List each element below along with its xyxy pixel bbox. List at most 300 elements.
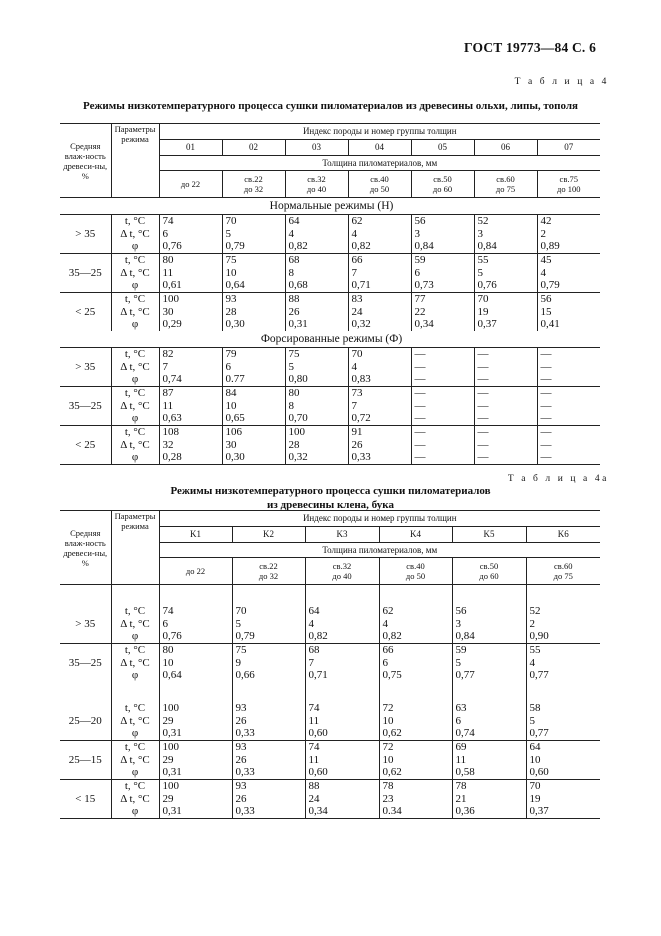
value-cell: [305, 702, 379, 741]
value-cell: [285, 254, 348, 293]
value-line: —: [477, 412, 489, 424]
param-line: Δ t, °C: [120, 792, 150, 805]
value-line: 4: [308, 617, 314, 630]
thickness-range-line: до 60: [479, 571, 499, 581]
value-line: 5: [288, 360, 294, 373]
param-line: φ: [131, 669, 139, 681]
value-line: —: [540, 373, 552, 385]
value-cell: [159, 741, 232, 780]
value-line: 2: [529, 617, 535, 630]
thickness-range-line: до 75: [553, 571, 573, 581]
value-cell: [537, 426, 600, 465]
param-cell: [111, 215, 159, 254]
value-line: 19: [477, 305, 489, 318]
index-header: Индекс породы и номер группы толщин: [159, 124, 600, 140]
value-line: 29: [162, 714, 174, 727]
value-line: 0,60: [308, 766, 328, 778]
value-cell: [411, 293, 474, 332]
thickness-range-cell: [379, 558, 452, 585]
value-line: 24: [351, 305, 363, 318]
data-row: [60, 254, 600, 293]
value-line: —: [540, 451, 552, 463]
value-line: —: [540, 412, 552, 424]
value-cell: [348, 387, 411, 426]
value-cell: [232, 605, 305, 644]
param-line: t, °C: [124, 780, 146, 792]
value-line: 3: [455, 617, 461, 630]
value-cell: [285, 426, 348, 465]
value-line: —: [477, 387, 489, 399]
spacer-row: [60, 682, 600, 702]
value-line: —: [477, 399, 489, 412]
value-line: 0,65: [225, 412, 245, 424]
value-cell: [348, 215, 411, 254]
value-line: 0,76: [162, 630, 182, 642]
data-row: [60, 644, 600, 683]
value-line: 0,62: [382, 727, 402, 739]
section-title: Нормальные режимы (Н): [60, 198, 600, 215]
value-cell: [159, 293, 222, 332]
value-line: 42: [540, 215, 552, 227]
value-line: 30: [162, 305, 174, 318]
value-cell: [537, 293, 600, 332]
thickness-range-line: св.22: [244, 174, 263, 184]
params-header: Параметры режима: [111, 511, 159, 585]
group-cell: 02: [222, 140, 285, 156]
value-line: 11: [162, 266, 174, 279]
value-line: 0,83: [351, 373, 371, 385]
thickness-range-line: св.75: [559, 174, 578, 184]
value-line: 68: [288, 254, 300, 266]
param-line: t, °C: [124, 702, 146, 714]
value-cell: [411, 254, 474, 293]
data-row: [60, 387, 600, 426]
value-line: 0,76: [477, 279, 497, 291]
group-cell: K3: [305, 527, 379, 543]
value-cell: [222, 387, 285, 426]
value-line: 3: [477, 227, 483, 240]
value-line: —: [477, 360, 489, 373]
value-cell: [452, 741, 526, 780]
param-cell: [111, 254, 159, 293]
table4a-label: Т а б л и ц а 4а: [507, 474, 609, 484]
value-line: —: [414, 438, 426, 451]
value-line: 79: [225, 348, 237, 360]
value-line: 15: [540, 305, 552, 318]
value-line: 19: [529, 792, 541, 805]
spacer-cell: [526, 682, 600, 702]
group-cell: K2: [232, 527, 305, 543]
moisture-header: Средняя влаж-ность древеси-ны, %: [60, 511, 111, 585]
value-line: 21: [455, 792, 467, 805]
value-line: 100: [162, 293, 179, 305]
param-cell: [111, 293, 159, 332]
thickness-range-line: св.50: [433, 174, 452, 184]
value-line: 74: [162, 605, 174, 617]
value-line: 74: [308, 702, 320, 714]
value-line: 0,82: [308, 630, 328, 642]
value-line: 64: [308, 605, 320, 617]
thickness-range-line: до 32: [243, 184, 264, 194]
value-line: 5: [235, 617, 241, 630]
value-line: 0,41: [540, 318, 560, 330]
spacer-cell: [379, 585, 452, 606]
value-line: —: [540, 399, 552, 412]
param-line: t, °C: [124, 644, 146, 656]
spacer-cell: [305, 585, 379, 606]
moisture-cell: 25—20: [60, 702, 111, 741]
spacer-cell: [452, 682, 526, 702]
param-line: φ: [131, 451, 139, 463]
value-cell: [379, 702, 452, 741]
value-cell: [285, 387, 348, 426]
value-line: 100: [162, 702, 179, 714]
value-cell: [474, 348, 537, 387]
value-line: 0,74: [455, 727, 475, 739]
value-cell: [222, 254, 285, 293]
value-cell: [222, 348, 285, 387]
param-line: Δ t, °C: [120, 438, 150, 451]
value-line: 26: [351, 438, 363, 451]
value-line: 93: [235, 702, 247, 714]
value-line: 10: [382, 753, 394, 766]
value-cell: [526, 644, 600, 683]
value-cell: [159, 644, 232, 683]
value-line: 0.34: [382, 805, 402, 817]
param-cell: [111, 605, 159, 644]
param-line: Δ t, °C: [120, 399, 150, 412]
param-line: t, °C: [124, 293, 146, 305]
value-line: —: [414, 360, 426, 373]
value-line: —: [414, 399, 426, 412]
value-line: 0,68: [288, 279, 308, 291]
value-line: 4: [288, 227, 294, 240]
value-line: 62: [382, 605, 394, 617]
value-line: 78: [455, 780, 467, 792]
value-line: 5: [529, 714, 535, 727]
value-line: 9: [235, 656, 241, 669]
spacer-cell: [60, 585, 111, 606]
value-cell: [222, 215, 285, 254]
value-cell: [159, 348, 222, 387]
moisture-cell: 35—25: [60, 254, 111, 293]
param-cell: [111, 780, 159, 819]
param-line: φ: [131, 805, 139, 817]
value-cell: [474, 387, 537, 426]
thickness-range-line: до 100: [557, 184, 581, 194]
value-line: 10: [225, 399, 237, 412]
value-cell: [285, 348, 348, 387]
value-line: 29: [162, 792, 174, 805]
thickness-range-line: до 40: [332, 571, 352, 581]
value-line: 100: [288, 426, 305, 438]
value-cell: [232, 644, 305, 683]
value-line: 0,72: [351, 412, 371, 424]
param-line: t, °C: [124, 254, 146, 266]
value-line: 91: [351, 426, 363, 438]
value-line: 10: [529, 753, 541, 766]
value-line: 8: [288, 266, 294, 279]
table4a: [60, 510, 600, 819]
param-line: Δ t, °C: [120, 753, 150, 766]
value-line: 30: [225, 438, 237, 451]
value-line: 0,33: [235, 766, 255, 778]
data-row: [60, 348, 600, 387]
value-line: 0,64: [162, 669, 182, 681]
value-line: 2: [540, 227, 546, 240]
thickness-range-cell: [305, 558, 379, 585]
value-cell: [526, 780, 600, 819]
value-cell: [474, 254, 537, 293]
thickness-range-line: св.40: [370, 174, 389, 184]
value-line: 70: [477, 293, 489, 305]
value-line: —: [414, 412, 426, 424]
value-line: 74: [308, 741, 320, 753]
value-line: —: [540, 360, 552, 373]
thickness-range-line: до 75: [495, 184, 516, 194]
spacer-cell: [452, 585, 526, 606]
thickness-header: Толщина пиломатериалов, мм: [159, 543, 600, 558]
param-line: Δ t, °C: [120, 617, 150, 630]
thickness-range-cell: [159, 558, 232, 585]
value-line: 26: [235, 792, 247, 805]
value-cell: [526, 702, 600, 741]
param-line: t, °C: [124, 426, 146, 438]
value-line: 6: [455, 714, 461, 727]
value-line: 0,36: [455, 805, 475, 817]
value-line: 7: [308, 656, 314, 669]
value-cell: [452, 605, 526, 644]
thickness-range-line: св.32: [332, 561, 352, 571]
value-cell: [537, 387, 600, 426]
value-line: 68: [308, 644, 320, 656]
value-line: 80: [162, 644, 174, 656]
value-line: 5: [455, 656, 461, 669]
section-title: Форсированные режимы (Ф): [60, 331, 600, 348]
value-cell: [379, 644, 452, 683]
table4a-title-line1: Режимы низкотемпературного процесса сушки пиломатериалов: [170, 485, 491, 497]
value-cell: [305, 780, 379, 819]
value-line: 0,33: [235, 805, 255, 817]
data-row: [60, 780, 600, 819]
value-line: 0,30: [225, 318, 245, 330]
group-cell: K5: [452, 527, 526, 543]
spacer-cell: [232, 682, 305, 702]
value-line: —: [540, 426, 552, 438]
value-line: 58: [529, 702, 541, 714]
value-line: 4: [540, 266, 546, 279]
value-line: 6: [162, 227, 168, 240]
value-line: 26: [288, 305, 300, 318]
value-line: 45: [540, 254, 552, 266]
value-cell: [379, 741, 452, 780]
value-line: 0,58: [455, 766, 475, 778]
value-line: —: [414, 348, 426, 360]
param-line: φ: [131, 727, 139, 739]
value-line: 0,37: [529, 805, 549, 817]
moisture-cell: < 25: [60, 293, 111, 332]
value-line: 24: [308, 792, 320, 805]
moisture-cell: 25—15: [60, 741, 111, 780]
value-line: 4: [529, 656, 535, 669]
param-line: φ: [131, 630, 139, 642]
value-cell: [159, 702, 232, 741]
value-line: 0,31: [162, 805, 182, 817]
param-line: φ: [131, 766, 139, 778]
value-cell: [222, 293, 285, 332]
value-cell: [348, 254, 411, 293]
value-line: 87: [162, 387, 174, 399]
param-line: Δ t, °C: [120, 227, 150, 240]
value-line: 75: [235, 644, 247, 656]
value-line: 0,30: [225, 451, 245, 463]
value-cell: [285, 215, 348, 254]
thickness-range-cell: [474, 171, 537, 198]
value-line: 0,64: [225, 279, 245, 291]
value-line: 0,82: [351, 240, 371, 252]
value-cell: [305, 741, 379, 780]
value-cell: [159, 780, 232, 819]
param-cell: [111, 426, 159, 465]
value-line: 5: [477, 266, 483, 279]
value-line: 5: [225, 227, 231, 240]
value-line: 7: [351, 266, 357, 279]
moisture-header: Средняя влаж-ность древеси-ны, %: [60, 124, 111, 198]
value-line: 0,63: [162, 412, 182, 424]
param-line: φ: [131, 318, 139, 330]
thickness-range-line: св.60: [496, 174, 515, 184]
value-line: 106: [225, 426, 242, 438]
value-cell: [305, 644, 379, 683]
value-cell: [159, 387, 222, 426]
data-row: [60, 215, 600, 254]
value-cell: [537, 215, 600, 254]
thickness-header: Толщина пиломатериалов, мм: [159, 156, 600, 171]
value-line: 100: [162, 780, 179, 792]
value-line: 0,80: [288, 373, 308, 385]
value-line: 0,84: [477, 240, 497, 252]
value-line: 59: [414, 254, 426, 266]
value-line: 72: [382, 741, 394, 753]
value-line: 93: [235, 741, 247, 753]
moisture-cell: < 15: [60, 780, 111, 819]
value-line: 73: [351, 387, 363, 399]
spacer-cell: [60, 682, 111, 702]
value-line: 80: [288, 387, 300, 399]
value-line: 0,66: [235, 669, 255, 681]
value-line: 6: [414, 266, 420, 279]
value-line: 0.77: [225, 373, 245, 385]
value-line: 64: [288, 215, 300, 227]
value-line: 0,32: [351, 318, 371, 330]
param-cell: [111, 644, 159, 683]
value-line: 0,60: [308, 727, 328, 739]
table4-label: Т а б л и ц а 4: [514, 77, 609, 87]
value-line: 0,79: [235, 630, 255, 642]
value-line: 59: [455, 644, 467, 656]
value-cell: [452, 644, 526, 683]
value-cell: [411, 387, 474, 426]
value-line: 88: [288, 293, 300, 305]
data-row: [60, 426, 600, 465]
value-line: 0,60: [529, 766, 549, 778]
spacer-cell: [379, 682, 452, 702]
value-line: 26: [235, 753, 247, 766]
data-row: [60, 293, 600, 332]
thickness-range-cell: [159, 171, 222, 198]
value-line: 66: [351, 254, 363, 266]
spacer-cell: [111, 682, 159, 702]
spacer-cell: [111, 585, 159, 606]
param-line: t, °C: [124, 605, 146, 617]
value-line: 52: [477, 215, 489, 227]
value-line: 56: [414, 215, 426, 227]
thickness-range-cell: [526, 558, 600, 585]
header-row: [60, 124, 600, 140]
group-cell: 06: [474, 140, 537, 156]
value-line: 0,76: [162, 240, 182, 252]
param-line: t, °C: [124, 215, 146, 227]
value-line: 80: [162, 254, 174, 266]
value-line: 32: [162, 438, 174, 451]
spacer-cell: [159, 585, 232, 606]
group-cell: K1: [159, 527, 232, 543]
value-line: 0,31: [288, 318, 308, 330]
value-line: 0,79: [225, 240, 245, 252]
thickness-range-line: до 50: [369, 184, 390, 194]
value-line: 10: [382, 714, 394, 727]
value-cell: [411, 348, 474, 387]
value-line: 0,31: [162, 766, 182, 778]
value-cell: [348, 426, 411, 465]
value-cell: [348, 293, 411, 332]
value-line: 0,32: [288, 451, 308, 463]
value-line: 0,84: [414, 240, 434, 252]
value-line: 100: [162, 741, 179, 753]
value-line: 84: [225, 387, 237, 399]
value-line: 0,90: [529, 630, 549, 642]
value-cell: [526, 741, 600, 780]
value-cell: [537, 348, 600, 387]
value-line: 0,31: [162, 727, 182, 739]
thickness-range-line: до 50: [405, 571, 426, 581]
thickness-range-line: до 32: [258, 571, 279, 581]
value-cell: [452, 702, 526, 741]
value-line: —: [540, 387, 552, 399]
params-header: Параметры режима: [111, 124, 159, 198]
param-line: t, °C: [124, 387, 146, 399]
thickness-range-line: св.22: [259, 561, 278, 571]
value-cell: [159, 605, 232, 644]
value-line: 4: [351, 360, 357, 373]
value-line: 0,77: [455, 669, 475, 681]
value-line: 0,77: [529, 669, 549, 681]
value-line: 6: [162, 617, 168, 630]
section-title-row: [60, 198, 600, 215]
group-cell: 03: [285, 140, 348, 156]
value-line: 0,34: [414, 318, 434, 330]
thickness-range-cell: [537, 171, 600, 198]
value-line: 26: [235, 714, 247, 727]
value-line: 70: [529, 780, 541, 792]
value-line: 28: [288, 438, 300, 451]
value-line: 64: [529, 741, 541, 753]
value-line: 0,73: [414, 279, 434, 291]
value-line: 0,77: [529, 727, 549, 739]
value-line: 0,84: [455, 630, 475, 642]
value-cell: [232, 780, 305, 819]
value-line: 6: [382, 656, 388, 669]
